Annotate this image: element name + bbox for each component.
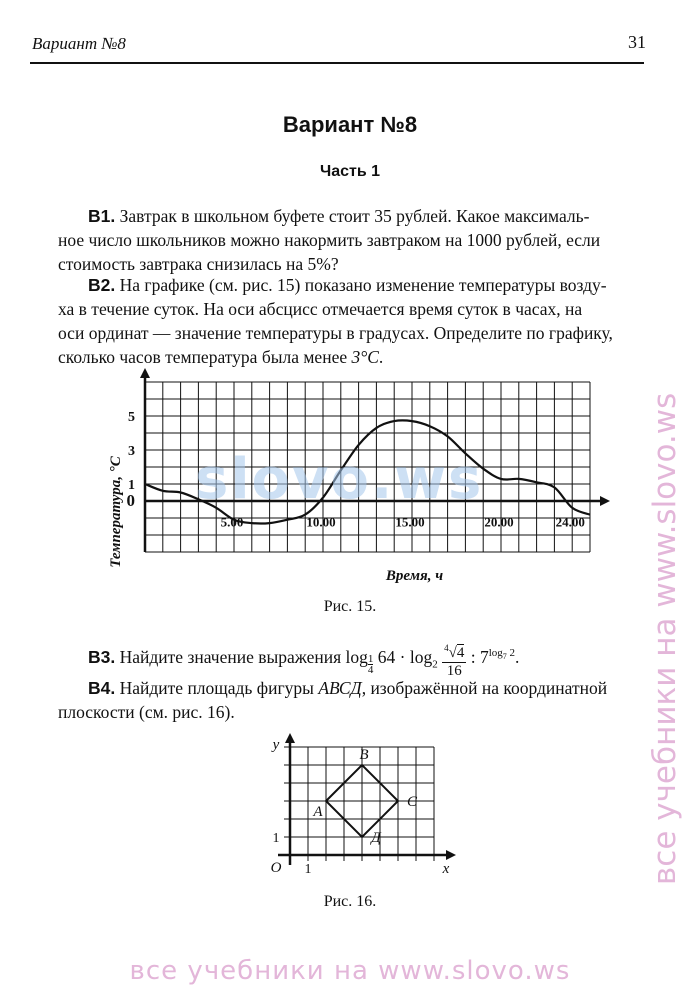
b1-line-3: стоимость завтрака снизилась на 5%? bbox=[58, 254, 339, 274]
variant-title: Вариант №8 bbox=[282, 112, 418, 137]
b3-fraction-num: $^4$√4 bbox=[442, 640, 466, 663]
plane-y-unit-label: 1 bbox=[272, 831, 280, 846]
y-tick-label: 5 bbox=[128, 410, 135, 425]
b3-fraction bbox=[442, 640, 466, 680]
x-tick-label: 15.00 bbox=[395, 514, 425, 530]
header-divider bbox=[30, 62, 644, 64]
b3-end: . bbox=[515, 647, 520, 667]
vertex-c-label: C bbox=[406, 794, 418, 810]
x-axis-arrow bbox=[600, 496, 610, 506]
x-tick-label: 20.00 bbox=[484, 514, 514, 530]
b3-exp-arg: 2 bbox=[509, 647, 516, 660]
y-tick-label: 3 bbox=[128, 444, 135, 459]
chart-y-axis-label: Температура, °C bbox=[108, 456, 124, 568]
side-watermark bbox=[640, 150, 690, 890]
plane-y-label: y bbox=[272, 737, 280, 753]
b2-threshold: 3°C bbox=[351, 347, 379, 367]
b3-log-1: log bbox=[345, 647, 368, 667]
b3-64: 64 bbox=[377, 647, 396, 667]
b3-colon: : bbox=[470, 647, 476, 667]
bottom-watermark: все учебники на www.slovo.ws bbox=[129, 956, 571, 986]
page-number: 31 bbox=[628, 32, 646, 52]
b4-line-2: плоскости (см. рис. 16). bbox=[58, 702, 235, 722]
b3-exp-base: 7 bbox=[502, 652, 507, 662]
plane-y-arrow bbox=[285, 733, 295, 743]
plane-origin-label: O bbox=[270, 860, 282, 876]
chart-x-axis-label: Время, ч bbox=[385, 568, 444, 584]
b3-root-index: 4 bbox=[444, 643, 449, 653]
b2-line-3: оси ординат — значение температуры в градусах. Определите по графику, bbox=[58, 323, 613, 343]
vertex-d-label: Д bbox=[371, 830, 381, 846]
b2-line-2: ха в течение суток. На оси абсцисс отмечается время суток в часах, на bbox=[58, 299, 583, 319]
b2-line-4 bbox=[58, 345, 644, 369]
y-axis-arrow bbox=[140, 368, 150, 378]
b3-fraction-den: 16 bbox=[446, 663, 462, 679]
b3-log-base-fraction bbox=[368, 654, 374, 675]
center-watermark: slovo.ws bbox=[195, 447, 484, 512]
b3-dot: · bbox=[399, 647, 406, 667]
b3-base-den: 4 bbox=[367, 664, 374, 676]
b3-line bbox=[88, 640, 648, 680]
b3-exp-log: log bbox=[488, 647, 503, 660]
b2-period: . bbox=[378, 347, 384, 367]
x-tick-label: 10.00 bbox=[306, 514, 336, 530]
b4-text-1b: , изображённой на координатной bbox=[361, 678, 608, 698]
b2-text-1: На графике (см. рис. 15) показано изменение температуры возду- bbox=[119, 275, 607, 295]
figure-16-caption: Рис. 16. bbox=[323, 893, 377, 910]
b2-line-1 bbox=[88, 273, 644, 297]
b4-figure-name: АВСД bbox=[318, 678, 362, 698]
vertex-b-label: B bbox=[359, 747, 369, 763]
b3-log2-base: 2 bbox=[432, 658, 438, 671]
b3-exponent bbox=[488, 647, 516, 662]
plane-x-label: x bbox=[442, 861, 450, 877]
figure-15-caption: Рис. 15. bbox=[323, 598, 377, 615]
b1-text-1: Завтрак в школьном буфете стоит 35 рублей. Какое максималь- bbox=[119, 206, 590, 226]
b1-line-2: ное число школьников можно накормить завтраком на 1000 рублей, если bbox=[58, 230, 601, 250]
plane-x-unit-label: 1 bbox=[304, 862, 312, 877]
part-title: Часть 1 bbox=[319, 163, 381, 180]
b3-log-2: log bbox=[409, 647, 433, 667]
y-tick-label: 0 bbox=[126, 491, 135, 510]
b4-label: В4. bbox=[88, 678, 116, 698]
running-header-title: Вариант №8 bbox=[32, 34, 126, 53]
y-tick-label: 1 bbox=[128, 478, 135, 493]
vertex-a-label: A bbox=[313, 804, 323, 820]
b3-seven: 7 bbox=[479, 647, 489, 667]
b3-root-arg: 4 bbox=[456, 645, 465, 661]
plane-x-arrow bbox=[446, 850, 456, 860]
b3-label: В3. bbox=[88, 647, 116, 667]
b4-line-1 bbox=[88, 676, 644, 700]
x-tick-label: 24.00 bbox=[555, 514, 585, 530]
x-tick-label: 5.00 bbox=[220, 514, 244, 530]
side-watermark-text: все учебники на www.slovo.ws bbox=[647, 392, 683, 885]
b3-base-num: 1 bbox=[367, 653, 374, 665]
b2-text-4: сколько часов температура была менее bbox=[58, 347, 352, 367]
b3-text: Найдите значение выражения bbox=[119, 647, 342, 667]
b1-label: В1. bbox=[88, 206, 116, 226]
b2-label: В2. bbox=[88, 275, 116, 295]
b1-line-1 bbox=[88, 204, 644, 228]
coordinate-plane bbox=[262, 725, 450, 890]
b4-text-1: Найдите площадь фигуры bbox=[119, 678, 319, 698]
